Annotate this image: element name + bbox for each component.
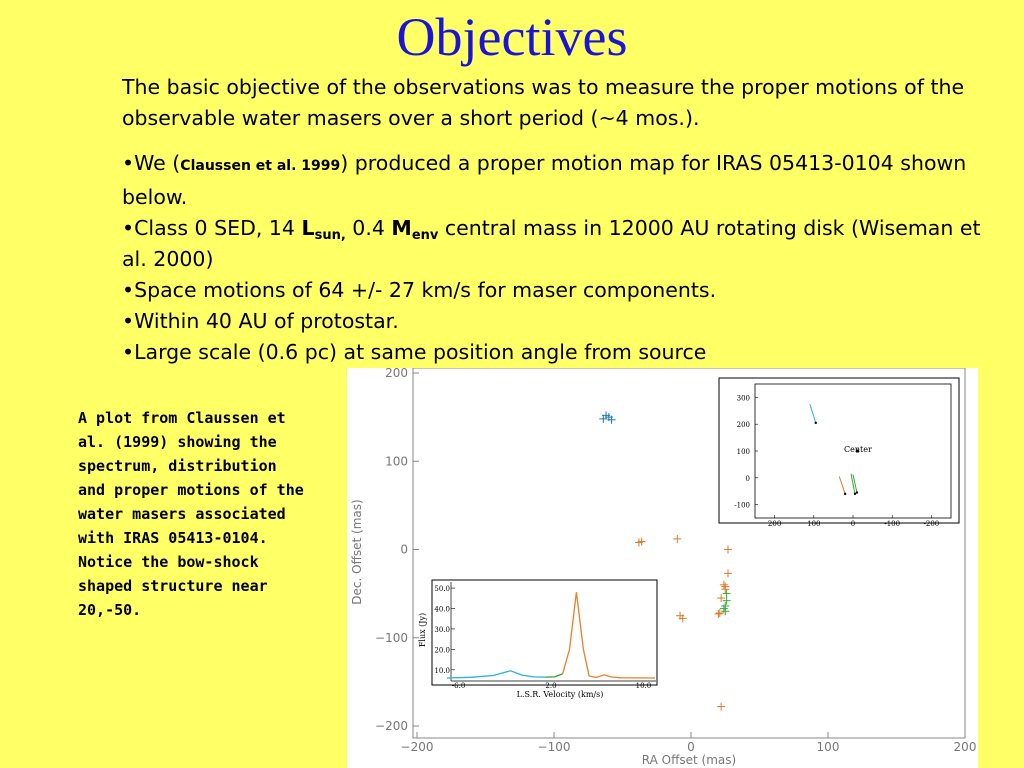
maser-point-orange	[724, 569, 732, 577]
map-y-tick-label: 0	[745, 474, 750, 483]
maser-plot	[347, 368, 978, 768]
maser-point-green	[723, 590, 731, 598]
center-label: Center	[844, 445, 872, 454]
y-tick-label: 200	[385, 368, 408, 380]
bullet-item: •Large scale (0.6 pc) at same position angle from source	[122, 340, 707, 364]
figure-panel	[347, 368, 978, 768]
spectrum-y-tick-label: 50.0	[434, 585, 450, 594]
map-y-tick-label: 300	[736, 394, 750, 403]
spectrum-x-tick-label: -6.0	[451, 682, 466, 690]
y-axis-label: Dec. Offset (mas)	[350, 499, 364, 605]
maser-point-orange	[716, 609, 724, 617]
spectrum-x-tick-label: 2.0	[545, 682, 557, 690]
spectrum-inset-frame	[432, 580, 657, 685]
maser-point-orange	[673, 535, 681, 543]
spectrum-x-label: L.S.R. Velocity (km/s)	[516, 690, 604, 699]
spectrum-y-tick-label: 40.0	[434, 605, 450, 614]
map-x-tick-label: -200	[923, 520, 940, 528]
bullet-item: •We (Claussen et al. 1999) produced a proper motion map for IRAS 05413-0104 shown below.	[122, 151, 967, 209]
bullet-item: •Within 40 AU of protostar.	[122, 309, 399, 333]
map-x-tick-label: -100	[884, 520, 901, 528]
map-y-tick-label: 200	[736, 421, 750, 430]
map-x-tick-label: 0	[850, 520, 856, 528]
y-tick-label: 100	[385, 454, 408, 469]
spectrum-x-tick-label: 10.0	[635, 682, 652, 690]
bullet-item: •Space motions of 64 +/- 27 km/s for maser components.	[122, 278, 717, 302]
x-tick-label: 100	[816, 740, 840, 754]
maser-point-orange	[717, 703, 725, 711]
map-y-tick-label: 100	[736, 448, 750, 456]
y-tick-label: 0	[400, 542, 408, 557]
intro-paragraph: The basic objective of the observations was to measure the proper motions of the observable water masers over a short period (~4 mos.).	[122, 75, 965, 130]
proper-motion-origin	[856, 491, 858, 493]
x-tick-label: 200	[953, 740, 977, 754]
bullet-list	[122, 148, 1002, 368]
bullet-item: •Class 0 SED, 14 $L_{sun,}$ 0.4 $M_{env}$ central mass in 12000 AU rotating disk (Wiseman et al. 2000)	[122, 216, 981, 271]
map-y-tick-label: -100	[734, 501, 750, 510]
proper-motion-origin	[815, 422, 817, 424]
y-tick-label: −200	[375, 719, 408, 733]
x-tick-label: −200	[400, 740, 434, 754]
map-x-tick-label: 100	[807, 520, 821, 528]
spectrum-y-label: Flux (Jy)	[418, 612, 427, 648]
maser-point-orange	[724, 546, 732, 554]
spectrum-y-tick-label: 10.0	[434, 666, 450, 675]
x-axis-label: RA Offset (mas)	[641, 753, 737, 767]
spectrum-y-tick-label: 30.0	[434, 625, 450, 634]
maser-point-orange	[720, 581, 728, 589]
spectrum-y-tick-label: 20.0	[434, 646, 450, 655]
maser-point-orange	[714, 610, 722, 618]
proper-motion-origin	[854, 493, 856, 495]
x-tick-label: 0	[687, 740, 695, 754]
figure-caption: A plot from Claussen et al. (1999) showing the spectrum, distribution and proper motions of the water masers associated with IRAS 05413-0104. Notice the bow-shock shaped structure near 20,-50.	[78, 409, 304, 619]
x-tick-label: −100	[537, 740, 571, 754]
y-tick-label: −100	[375, 630, 408, 645]
slide-title: Objectives	[396, 7, 628, 67]
map-x-tick-label: 200	[767, 520, 782, 528]
citation: Claussen et al. 1999	[180, 158, 341, 174]
proper-motion-origin	[844, 493, 846, 495]
